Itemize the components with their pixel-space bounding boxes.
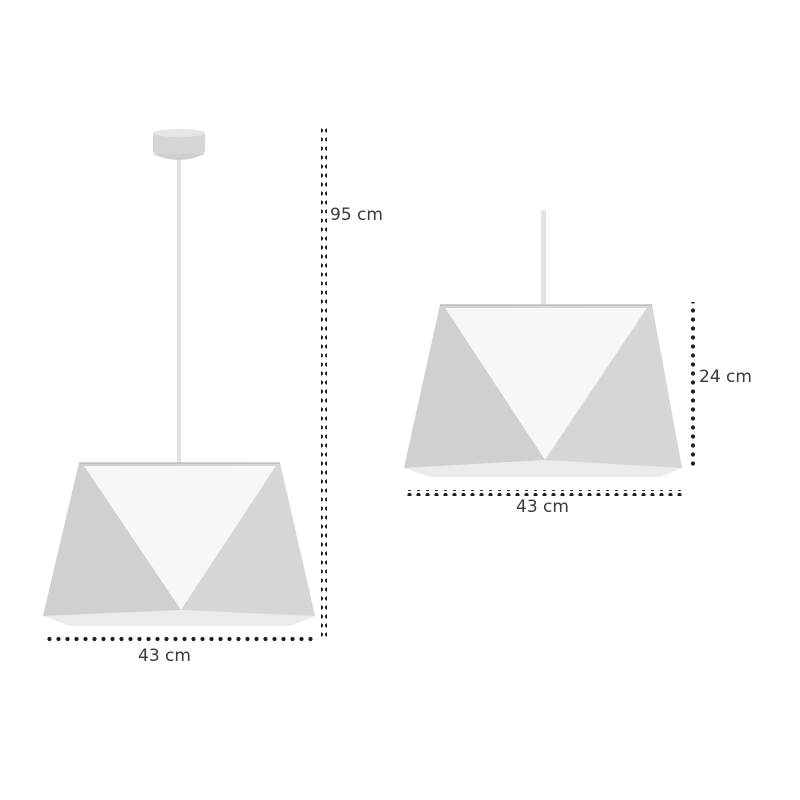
- shade-width-label-right: 43 cm: [516, 497, 569, 517]
- pendant-cord: [177, 160, 181, 465]
- lamp-shade-left: [43, 463, 315, 626]
- dimension-line-width-right: [403, 490, 682, 496]
- shade-closeup-lamp: [403, 210, 695, 496]
- shade-height-label: 24 cm: [699, 367, 752, 387]
- closeup-cord: [541, 210, 546, 307]
- full-pendant-lamp: [43, 124, 327, 642]
- full-height-label: 95 cm: [330, 205, 383, 225]
- dimension-line-shade-height: [689, 302, 695, 470]
- lamp-shade-right: [404, 305, 682, 477]
- shade-width-label-left: 43 cm: [138, 646, 191, 666]
- dimension-line-width-left: [43, 636, 317, 642]
- dimension-line-full-height: [321, 124, 327, 637]
- ceiling-canopy: [153, 129, 205, 160]
